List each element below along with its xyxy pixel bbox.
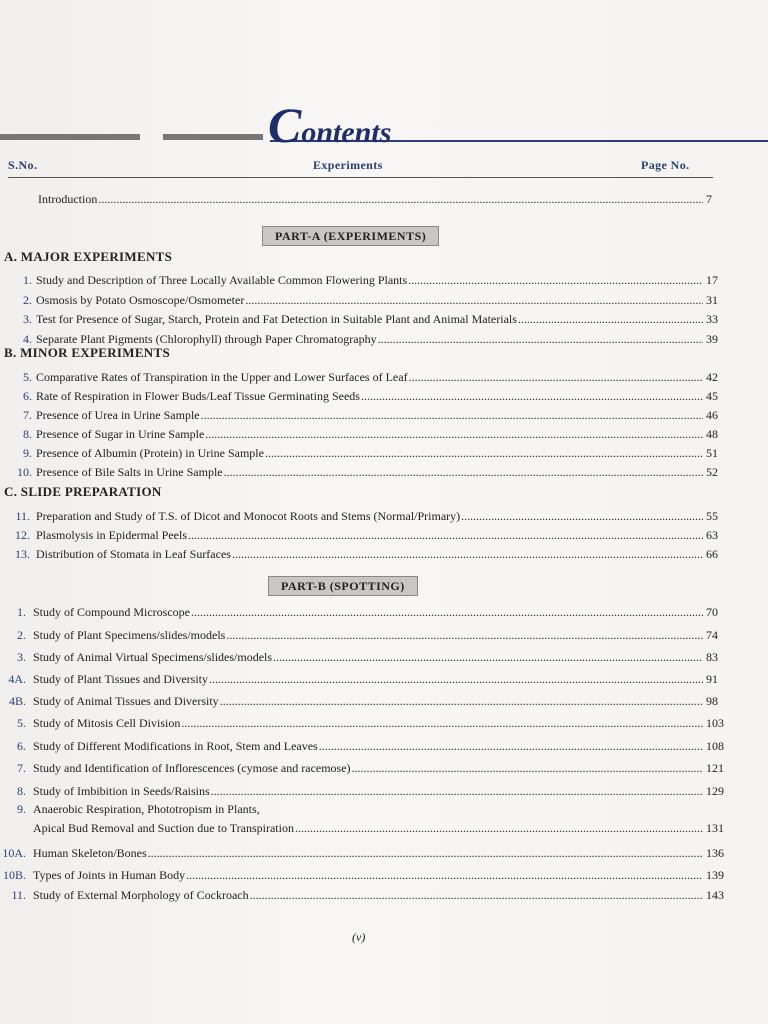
column-header-page: Page No. — [641, 158, 690, 172]
dot-leader — [201, 406, 703, 424]
page-number: (v) — [352, 930, 366, 944]
dot-leader — [409, 368, 703, 386]
entry-page: 66 — [706, 547, 718, 561]
dot-leader — [273, 648, 703, 666]
entry-page: 83 — [706, 650, 718, 664]
toc-entry[interactable] — [0, 844, 768, 862]
entry-page: 70 — [706, 605, 718, 619]
entry-title: Apical Bud Removal and Suction due to Transpiration — [33, 821, 294, 835]
entry-title: Introduction — [38, 192, 98, 206]
entry-page: 136 — [706, 846, 724, 860]
entry-title: Comparative Rates of Transpiration in the Upper and Lower Surfaces of Leaf — [36, 370, 408, 384]
column-header-sno: S.No. — [8, 158, 38, 172]
entry-page: 17 — [706, 273, 718, 287]
toc-entry[interactable] — [0, 800, 768, 818]
entry-page: 143 — [706, 888, 724, 902]
entry-title: Study of Different Modifications in Root, Stem and Leaves — [33, 739, 318, 753]
page-title: Contents — [268, 97, 392, 153]
entry-page: 108 — [706, 739, 724, 753]
entry-page: 98 — [706, 694, 718, 708]
entry-number: 8. — [23, 427, 32, 441]
dot-leader — [245, 291, 703, 309]
toc-entry[interactable] — [0, 526, 768, 544]
entry-number: 4. — [23, 331, 32, 346]
entry-page: 63 — [706, 528, 718, 542]
entry-number: 9. — [17, 802, 26, 816]
toc-entry[interactable] — [0, 425, 768, 443]
entry-number: 5. — [17, 716, 26, 730]
dot-leader — [352, 759, 703, 777]
entry-number: 6. — [23, 389, 32, 403]
entry-title: Anaerobic Respiration, Phototropism in Plants, — [33, 802, 260, 816]
toc-entry[interactable] — [0, 626, 768, 644]
entry-page: 45 — [706, 389, 718, 403]
dot-leader — [188, 526, 703, 544]
entry-number: 10A. — [2, 846, 26, 860]
entry-number: 12. — [15, 528, 30, 542]
entry-title: Study of Mitosis Cell Division — [33, 716, 181, 730]
entry-page: 33 — [706, 312, 718, 326]
toc-entry[interactable] — [0, 387, 768, 405]
entry-number: 13. — [15, 547, 30, 561]
entry-number: 1. — [23, 273, 32, 287]
entry-title: Presence of Urea in Urine Sample — [36, 408, 200, 422]
toc-entry[interactable] — [0, 782, 768, 800]
toc-entry[interactable] — [0, 271, 768, 289]
entry-title: Study of Imbibition in Seeds/Raisins — [33, 784, 210, 798]
dot-leader — [518, 310, 703, 328]
dot-leader — [186, 866, 703, 884]
entry-number: 3. — [17, 650, 26, 664]
entry-title: Plasmolysis in Epidermal Peels — [36, 528, 187, 542]
entry-number: 10B. — [2, 868, 26, 882]
dot-leader — [295, 819, 703, 837]
entry-title: Distribution of Stomata in Leaf Surfaces — [36, 547, 231, 561]
entry-page: 55 — [706, 509, 718, 523]
entry-number: 5. — [23, 370, 32, 384]
entry-title: Study of Compound Microscope — [33, 605, 190, 619]
toc-entry[interactable] — [0, 886, 768, 904]
entry-number: 9. — [23, 446, 32, 460]
entry-title: Separate Plant Pigments (Chlorophyll) through Paper Chromatography — [36, 331, 377, 346]
toc-entry-introduction[interactable] — [0, 190, 768, 208]
dot-leader — [211, 782, 703, 800]
entry-title: Study of External Morphology of Cockroach — [33, 888, 249, 902]
dot-leader — [98, 190, 703, 208]
toc-entry[interactable] — [0, 406, 768, 424]
entry-number: 11. — [15, 509, 30, 523]
dot-leader — [148, 844, 703, 862]
entry-title: Human Skeleton/Bones — [33, 846, 147, 860]
toc-entry[interactable] — [0, 737, 768, 755]
entry-number: 4A. — [8, 672, 26, 686]
entry-title: Study of Animal Tissues and Diversity — [33, 694, 219, 708]
dot-leader — [319, 737, 703, 755]
entry-number: 11. — [11, 888, 26, 902]
entry-number: 6. — [17, 739, 26, 753]
toc-entry[interactable] — [0, 507, 768, 525]
header-divider — [8, 177, 713, 178]
entry-title: Types of Joints in Human Body — [33, 868, 186, 882]
entry-title: Presence of Albumin (Protein) in Urine Sample — [36, 446, 264, 460]
entry-page: 39 — [706, 331, 718, 346]
header-bar-left — [0, 134, 140, 140]
entry-title: Study and Description of Three Locally Available Common Flowering Plants — [36, 273, 408, 287]
toc-entry[interactable] — [0, 291, 768, 309]
toc-entry[interactable] — [0, 444, 768, 462]
toc-entry[interactable] — [0, 545, 768, 563]
entry-title: Study of Animal Virtual Specimens/slides/models — [33, 650, 273, 664]
entry-title: Study and Identification of Inflorescences (cymose and racemose) — [33, 761, 351, 775]
entry-title: Preparation and Study of T.S. of Dicot and Monocot Roots and Stems (Normal/Primary) — [36, 509, 461, 523]
entry-title: Osmosis by Potato Osmoscope/Osmometer — [36, 292, 245, 307]
entry-page: 103 — [706, 716, 724, 730]
entry-page: 48 — [706, 427, 718, 441]
toc-entry[interactable] — [0, 603, 768, 621]
toc-entry-continued[interactable] — [0, 819, 768, 837]
dot-leader — [461, 507, 703, 525]
toc-entry[interactable] — [0, 310, 768, 328]
entry-title: Study of Plant Tissues and Diversity — [33, 672, 209, 686]
dot-leader — [265, 444, 703, 462]
column-header-experiments: Experiments — [313, 158, 383, 172]
section-heading: C. SLIDE PREPARATION — [4, 484, 162, 499]
entry-page: 7 — [706, 192, 712, 206]
entry-page: 52 — [706, 465, 718, 479]
toc-entry[interactable] — [0, 866, 768, 884]
entry-number: 4B. — [8, 694, 26, 708]
dot-leader — [220, 692, 703, 710]
dot-leader — [408, 271, 703, 289]
entry-number: 7. — [23, 408, 32, 422]
toc-entry[interactable] — [0, 759, 768, 777]
dot-leader — [224, 463, 703, 481]
entry-number: 10. — [17, 465, 32, 479]
entry-title: Study of Plant Specimens/slides/models — [33, 628, 226, 642]
entry-number: 8. — [17, 784, 26, 798]
dot-leader — [361, 387, 703, 405]
entry-page: 31 — [706, 292, 718, 307]
entry-page: 51 — [706, 446, 718, 460]
entry-number: 1. — [17, 605, 26, 619]
section-heading: B. MINOR EXPERIMENTS — [4, 345, 170, 360]
section-heading: A. MAJOR EXPERIMENTS — [4, 249, 173, 264]
entry-page: 131 — [706, 821, 724, 835]
toc-entry[interactable] — [0, 463, 768, 481]
entry-page: 74 — [706, 628, 718, 642]
dot-leader — [226, 626, 703, 644]
toc-entry[interactable] — [0, 368, 768, 386]
entry-title: Test for Presence of Sugar, Starch, Protein and Fat Detection in Suitable Plant and Animal Materials — [36, 312, 517, 326]
entry-number: 3. — [23, 312, 32, 326]
entry-number: 7. — [17, 761, 26, 775]
entry-title: Presence of Bile Salts in Urine Sample — [36, 465, 223, 479]
entry-page: 46 — [706, 408, 718, 422]
dot-leader — [250, 886, 703, 904]
entry-page: 42 — [706, 370, 718, 384]
toc-entry[interactable] — [0, 714, 768, 732]
entry-number: 2. — [17, 628, 26, 642]
entry-number: 2. — [23, 292, 32, 307]
entry-page: 129 — [706, 784, 724, 798]
entry-page: 139 — [706, 868, 724, 882]
entry-title: Rate of Respiration in Flower Buds/Leaf Tissue Germinating Seeds — [36, 389, 360, 403]
toc-entry[interactable] — [0, 692, 768, 710]
dot-leader — [191, 603, 703, 621]
dot-leader — [181, 714, 703, 732]
part-heading: PART-B (SPOTTING) — [268, 576, 418, 596]
toc-entry[interactable] — [0, 670, 768, 688]
part-heading: PART-A (EXPERIMENTS) — [262, 226, 439, 246]
toc-entry[interactable] — [0, 648, 768, 666]
dot-leader — [205, 425, 703, 443]
entry-page: 91 — [706, 672, 718, 686]
entry-page: 121 — [706, 761, 724, 775]
entry-title: Presence of Sugar in Urine Sample — [36, 427, 205, 441]
dot-leader — [232, 545, 703, 563]
dot-leader — [378, 330, 703, 348]
dot-leader — [209, 670, 703, 688]
header-bar-mid — [163, 134, 263, 140]
